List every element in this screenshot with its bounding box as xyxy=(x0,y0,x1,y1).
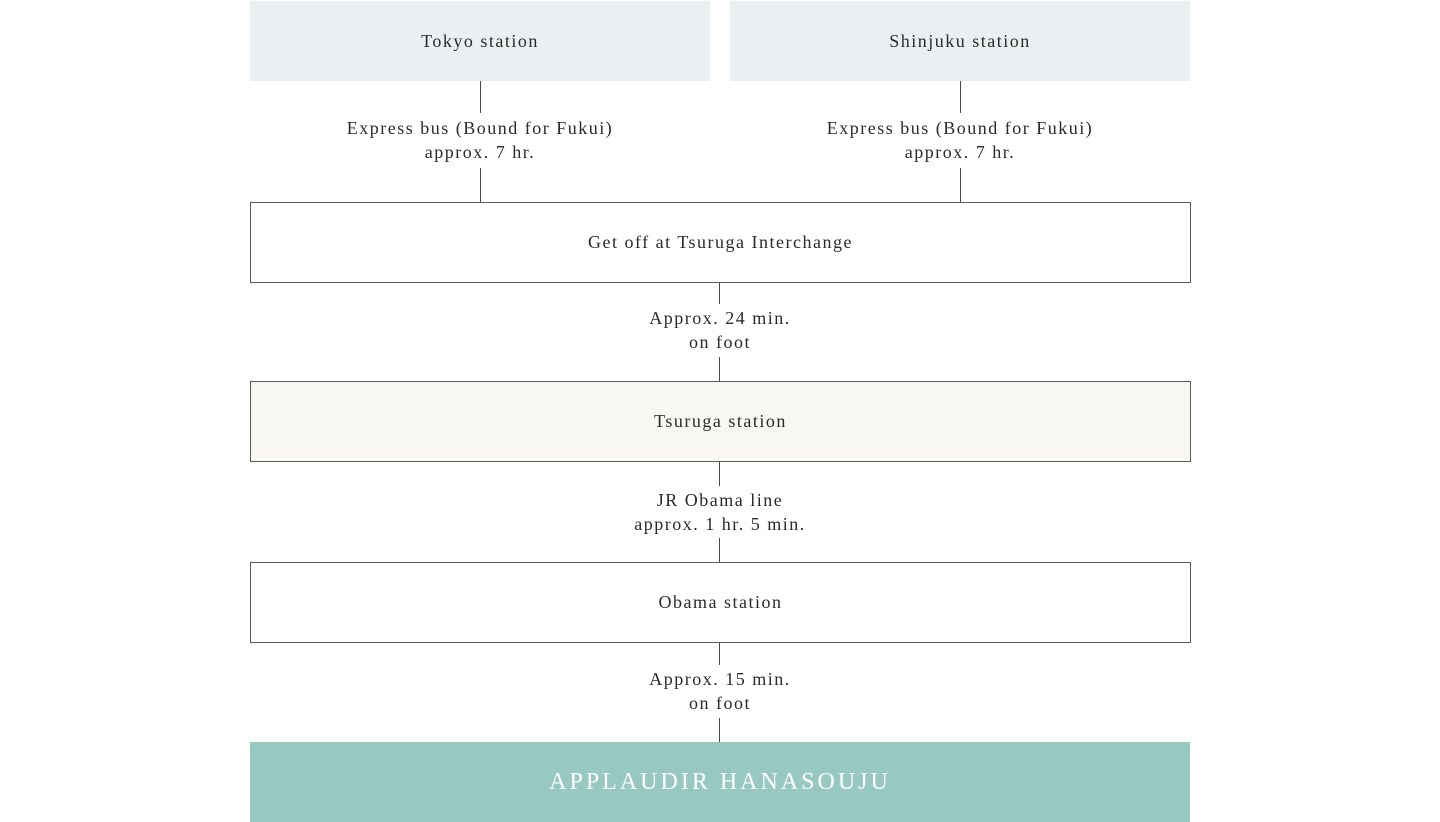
obama-station-label: Obama station xyxy=(658,592,783,612)
tsuruga-interchange-label: Get off at Tsuruga Interchange xyxy=(588,232,853,252)
shinjuku-route-label: Express bus (Bound for Fukui) xyxy=(826,118,1094,138)
tokyo-route-step xyxy=(250,116,710,164)
connector-shinjuku-top xyxy=(960,81,961,113)
shinjuku-route-duration: approx. 7 hr. xyxy=(904,142,1016,162)
obama-line-step xyxy=(520,488,920,536)
walk1-step xyxy=(520,306,920,354)
tokyo-station-box xyxy=(250,1,710,81)
shinjuku-station-box xyxy=(730,1,1190,81)
tsuruga-station-label: Tsuruga station xyxy=(654,411,787,431)
tokyo-route-label: Express bus (Bound for Fukui) xyxy=(346,118,614,138)
connector-walk1-top xyxy=(719,283,720,304)
connector-shinjuku-bottom xyxy=(960,168,961,202)
walk2-mode: on foot xyxy=(689,693,751,713)
connector-walk1-bottom xyxy=(719,357,720,381)
tokyo-station-label: Tokyo station xyxy=(421,30,539,51)
connector-walk2-bottom xyxy=(719,718,720,742)
connector-tokyo-bottom xyxy=(480,168,481,202)
obama-station-box xyxy=(250,562,1191,643)
connector-train-top xyxy=(719,462,720,486)
obama-line-duration: approx. 1 hr. 5 min. xyxy=(634,514,806,534)
walk1-duration: Approx. 24 min. xyxy=(649,308,791,328)
obama-line-label: JR Obama line xyxy=(656,490,784,510)
shinjuku-route-step xyxy=(730,116,1190,164)
walk1-mode: on foot xyxy=(689,332,751,352)
connector-train-bottom xyxy=(719,538,720,562)
destination-label: APPLAUDIR HANASOUJU xyxy=(549,768,891,795)
walk2-step xyxy=(520,667,920,715)
shinjuku-station-label: Shinjuku station xyxy=(889,30,1031,51)
walk2-duration: Approx. 15 min. xyxy=(649,669,791,689)
tsuruga-interchange-box xyxy=(250,202,1191,283)
connector-tokyo-top xyxy=(480,81,481,113)
destination-box xyxy=(250,742,1190,822)
tokyo-route-duration: approx. 7 hr. xyxy=(424,142,536,162)
connector-walk2-top xyxy=(719,643,720,665)
tsuruga-station-box xyxy=(250,381,1191,462)
